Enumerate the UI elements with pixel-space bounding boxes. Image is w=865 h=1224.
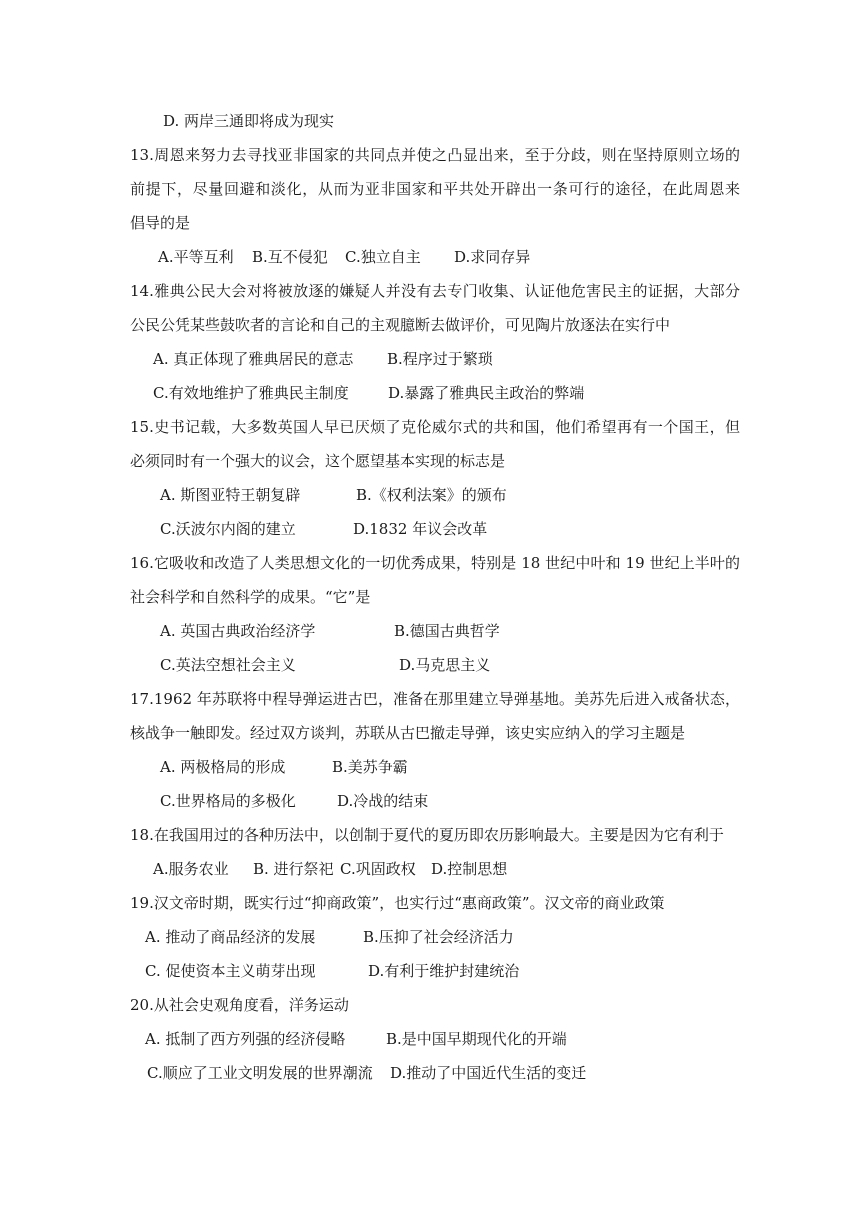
q13-line-3: 倡导的是: [130, 214, 191, 232]
q20-options-cd: [147, 1063, 586, 1083]
q17-option-c: C.世界格局的多极化: [160, 792, 296, 810]
q15-option-c: C.沃波尔内阁的建立: [160, 520, 296, 538]
q14-line-2: 公民公凭某些鼓吹者的言论和自己的主观臆断去做评价，可见陶片放逐法在实行中: [130, 316, 671, 334]
q16-line-1: 16.它吸收和改造了人类思想文化的一切优秀成果，特别是 18 世纪中叶和 19 世纪上半叶的: [130, 554, 740, 572]
q17-line-1: 17.1962 年苏联将中程导弹运进古巴，准备在那里建立导弹基地。美苏先后进入戒备状态，: [130, 690, 740, 708]
q19-option-d: D.有利于维护封建统治: [368, 962, 520, 980]
q20-line-1: 20.从社会史观角度看，洋务运动: [130, 996, 349, 1014]
q20-option-a: A. 抵制了西方列强的经济侵略: [145, 1030, 346, 1048]
q20-option-b: B.是中国早期现代化的开端: [386, 1030, 567, 1048]
q13-line-1: 13.周恩来努力去寻找亚非国家的共同点并使之凸显出来，至于分歧，则在坚持原则立场的: [130, 146, 740, 164]
q18-option-a: A.服务农业: [153, 860, 229, 878]
q12-option-d-text: D. 两岸三通即将成为现实: [163, 112, 335, 130]
q13-options: [158, 247, 530, 267]
q19-option-a: A. 推动了商品经济的发展: [145, 928, 316, 946]
q16-option-a: A. 英国古典政治经济学: [160, 622, 316, 640]
q15-option-d: D.1832 年议会改革: [353, 520, 488, 538]
q19-option-c: C. 促使资本主义萌芽出现: [145, 962, 316, 980]
q17-line-2: 核战争一触即发。经过双方谈判，苏联从古巴撤走导弹，该史实应纳入的学习主题是: [130, 724, 686, 742]
q16-option-c: C.英法空想社会主义: [160, 656, 296, 674]
q15-line-1: 15.史书记载，大多数英国人早已厌烦了克伦威尔式的共和国，他们希望再有一个国王，但: [130, 418, 740, 436]
q16-line-2: 社会科学和自然科学的成果。“它”是: [130, 588, 371, 606]
q14-option-a: A. 真正体现了雅典居民的意志: [153, 350, 354, 368]
q16-option-b: B.德国古典哲学: [394, 622, 500, 640]
q13-option-b: B.互不侵犯: [252, 248, 328, 266]
q14-option-c: C.有效地维护了雅典民主制度: [153, 384, 349, 402]
q14-line-1: 14.雅典公民大会对将被放逐的嫌疑人并没有去专门收集、认证他危害民主的证据，大部分: [130, 282, 740, 300]
q16-options-cd: [160, 655, 490, 675]
q19-option-b: B.压抑了社会经济活力: [363, 928, 514, 946]
q19-options-cd: [145, 961, 519, 981]
q15-option-b: B.《权利法案》的颁布: [356, 486, 507, 504]
q19-line-1: 19.汉文帝时期，既实行过“抑商政策”，也实行过“惠商政策”。汉文帝的商业政策: [130, 894, 665, 912]
q15-options-ab: [160, 485, 507, 505]
q14-option-b: B.程序过于繁琐: [387, 350, 493, 368]
q19-options-ab: [145, 927, 514, 947]
q14-options-ab: [153, 349, 493, 369]
q17-option-a: A. 两极格局的形成: [160, 758, 286, 776]
q18-line-1: 18.在我国用过的各种历法中，以创制于夏代的夏历即农历影响最大。主要是因为它有利于: [130, 826, 724, 844]
q13-line-2: 前提下，尽量回避和淡化，从而为亚非国家和平共处开辟出一条可行的途径，在此周恩来: [130, 180, 740, 198]
q17-option-d: D.冷战的结束: [337, 792, 429, 810]
q15-option-a: A. 斯图亚特王朝复辟: [160, 486, 301, 504]
q17-options-cd: [160, 791, 428, 811]
q18-options: [153, 859, 507, 879]
q14-options-cd: [153, 383, 584, 403]
q20-options-ab: [145, 1029, 567, 1049]
q13-option-a: A.平等互利: [158, 248, 234, 266]
q15-options-cd: [160, 519, 487, 539]
q13-option-d: D.求同存异: [454, 248, 531, 266]
q17-options-ab: [160, 757, 408, 777]
q15-line-2: 必须同时有一个强大的议会，这个愿望基本实现的标志是: [130, 452, 506, 470]
q18-option-c: C.巩固政权: [340, 860, 416, 878]
q18-option-b: B. 进行祭祀: [253, 860, 334, 878]
q16-options-ab: [160, 621, 500, 641]
q13-option-c: C.独立自主: [345, 248, 421, 266]
q17-option-b: B.美苏争霸: [332, 758, 408, 776]
q14-option-d: D.暴露了雅典民主政治的弊端: [388, 384, 585, 402]
q12-option-d: [163, 111, 334, 131]
q18-option-d: D.控制思想: [431, 860, 508, 878]
q20-option-d: D.推动了中国近代生活的变迁: [390, 1064, 587, 1082]
q20-option-c: C.顺应了工业文明发展的世界潮流: [147, 1064, 373, 1082]
q16-option-d: D.马克思主义: [399, 656, 491, 674]
